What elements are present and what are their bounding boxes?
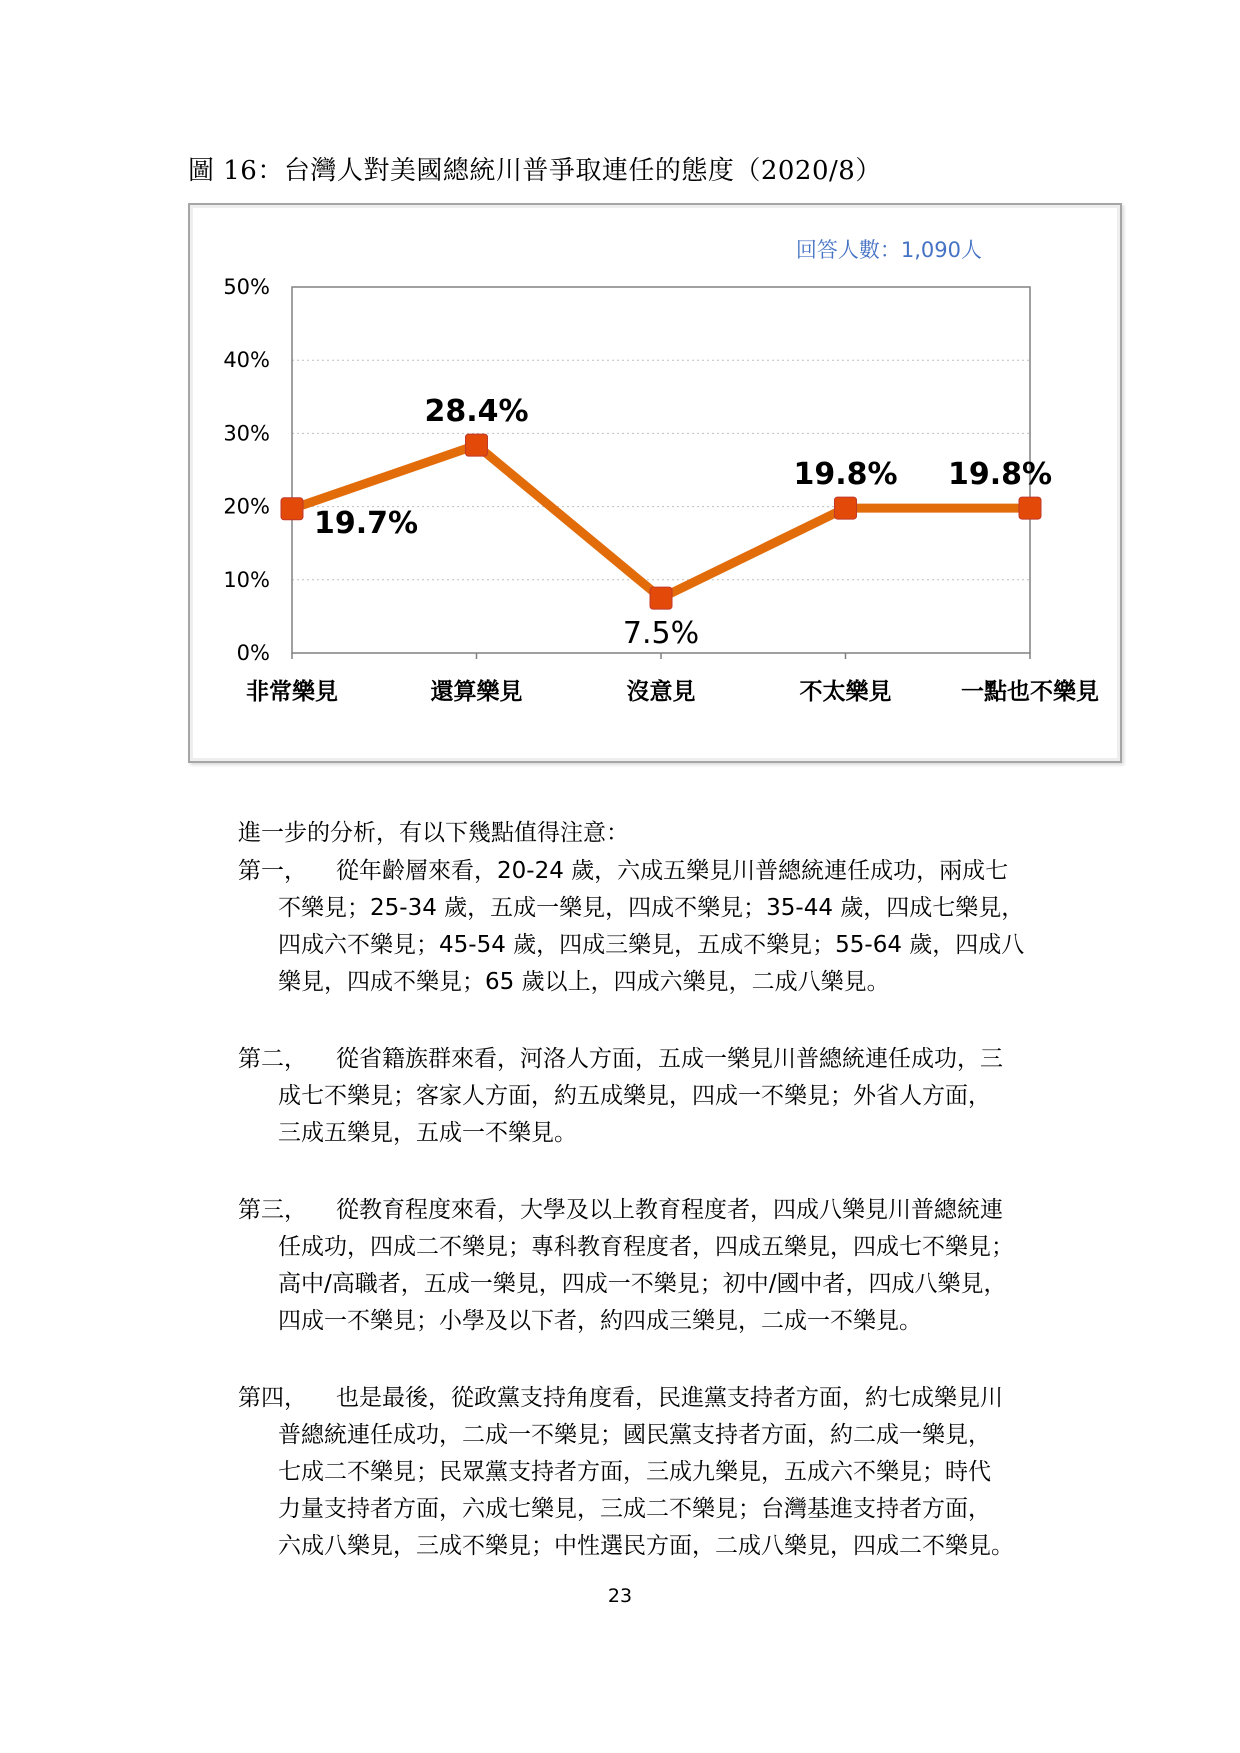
- item-line: 七成二不樂見；民眾黨支持者方面，三成九樂見，五成六不樂見；時代: [278, 1459, 991, 1485]
- chart-svg: [190, 205, 1120, 761]
- y-tick-label: 50%: [223, 275, 270, 299]
- figure-title: 圖 16：台灣人對美國總統川普爭取連任的態度（2020/8）: [188, 156, 882, 186]
- data-label: 19.7%: [314, 505, 419, 541]
- item-label: 第三，: [238, 1197, 307, 1223]
- x-category-label: 一點也不樂見: [961, 679, 1099, 705]
- x-category-label: 非常樂見: [246, 679, 338, 705]
- data-point-marker: [1019, 497, 1041, 519]
- data-point-marker: [835, 497, 857, 519]
- data-point-marker: [650, 587, 672, 609]
- y-tick-label: 40%: [223, 348, 270, 373]
- analysis-intro: 進一步的分析，有以下幾點值得注意：: [238, 820, 629, 846]
- item-line: 成七不樂見；客家人方面，約五成樂見，四成一不樂見；外省人方面，: [278, 1083, 991, 1109]
- data-label: 19.8%: [947, 457, 1053, 493]
- x-category-label: 還算樂見: [430, 679, 523, 705]
- item-line: 高中/高職者，五成一樂見，四成一不樂見；初中/國中者，四成八樂見，: [278, 1271, 1007, 1297]
- x-category-label: 沒意見: [626, 679, 696, 705]
- y-tick-label: 10%: [223, 567, 270, 592]
- data-label: 28.4%: [424, 394, 529, 430]
- item-label: 第一，: [238, 858, 307, 884]
- item-line: 樂見，四成不樂見；65 歲以上，四成六樂見，二成八樂見。: [278, 969, 890, 995]
- item-line: 三成五樂見，五成一不樂見。: [278, 1120, 577, 1146]
- item-line: 普總統連任成功，二成一不樂見；國民黨支持者方面，約二成一樂見，: [278, 1422, 991, 1448]
- item-line: 也是最後，從政黨支持角度看，民進黨支持者方面，約七成樂見川: [336, 1385, 1003, 1411]
- item-line: 四成六不樂見；45-54 歲，四成三樂見，五成不樂見；55-64 歲，四成八: [278, 932, 1025, 958]
- item-line: 從教育程度來看，大學及以上教育程度者，四成八樂見川普總統連: [336, 1197, 1003, 1223]
- item-line: 從省籍族群來看，河洛人方面，五成一樂見川普總統連任成功，三: [336, 1046, 1003, 1072]
- x-category-label: 不太樂見: [799, 679, 892, 705]
- data-point-marker: [281, 498, 303, 520]
- data-label: 19.8%: [793, 457, 898, 493]
- item-line: 從年齡層來看，20-24 歲，六成五樂見川普總統連任成功，兩成七: [336, 858, 1009, 884]
- item-label: 第二，: [238, 1046, 307, 1072]
- item-label: 第四，: [238, 1385, 307, 1411]
- data-label: 7.5%: [622, 616, 700, 652]
- item-line: 四成一不樂見；小學及以下者，約四成三樂見，二成一不樂見。: [278, 1308, 922, 1334]
- item-line: 六成八樂見，三成不樂見；中性選民方面，二成八樂見，四成二不樂見。: [278, 1533, 1014, 1559]
- page-number: 23: [607, 1585, 633, 1607]
- y-tick-label: 20%: [223, 494, 270, 519]
- item-line: 力量支持者方面，六成七樂見，三成二不樂見；台灣基進支持者方面，: [278, 1496, 991, 1522]
- item-line: 不樂見；25-34 歲，五成一樂見，四成不樂見；35-44 歲，四成七樂見，: [278, 895, 1025, 921]
- line-chart: [188, 203, 1122, 763]
- y-tick-label: 0%: [236, 641, 270, 665]
- item-line: 任成功，四成二不樂見；專科教育程度者，四成五樂見，四成七不樂見；: [278, 1234, 1014, 1260]
- y-tick-label: 30%: [223, 421, 270, 446]
- data-point-marker: [466, 434, 488, 456]
- respondents-label: 回答人數：1,090人: [795, 238, 982, 262]
